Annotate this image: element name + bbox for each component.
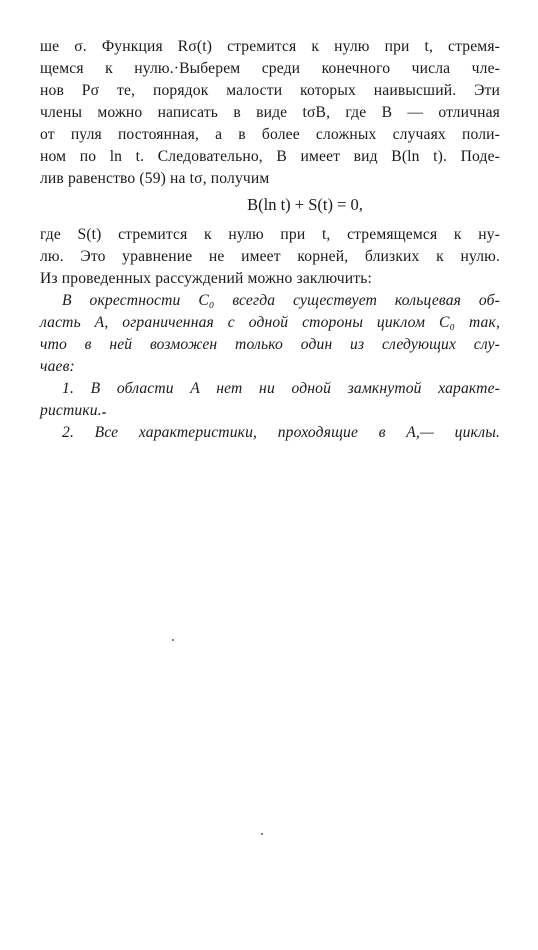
paragraph-1 <box>40 36 500 190</box>
scan-speck <box>102 412 106 414</box>
case-item-1-continuation: ристики. <box>40 402 102 419</box>
paragraph-2 <box>40 224 500 290</box>
case-list <box>40 378 500 444</box>
text-line: чаев: <box>40 358 75 375</box>
theorem-statement <box>40 290 500 378</box>
scan-speck <box>172 639 174 641</box>
text-line: ласть A, ограниченная с одной стороны циклом C₀ так, <box>40 314 500 331</box>
page-text <box>40 36 500 444</box>
text-line: члены можно написать в виде tσB, где B — отличная <box>40 104 500 121</box>
text-line: нов Pσ те, порядок малости которых наивысший. Эти <box>40 82 500 99</box>
text-line: от пуля постоянная, а в более сложных случаях поли- <box>40 126 500 143</box>
display-equation: B(ln t) + S(t) = 0, <box>247 195 363 214</box>
text-line: где S(t) стремится к нулю при t, стремящемся к ну- <box>40 226 500 243</box>
text-line: щемся к нулю.·Выберем среди конечного числа чле- <box>40 60 500 77</box>
text-line: ше σ. Функция Rσ(t) стремится к нулю при t, стремя- <box>40 38 500 55</box>
case-item-2: 2. Все характеристики, проходящие в A,— циклы. <box>62 424 500 441</box>
text-line: В окрестности C₀ всегда существует кольцевая об- <box>62 292 500 309</box>
text-line: Из проведенных рассуждений можно заключить: <box>40 270 372 287</box>
text-line: лю. Это уравнение не имеет корней, близких к нулю. <box>40 248 500 265</box>
scan-speck <box>261 833 263 835</box>
text-line: лив равенство (59) на tσ, получим <box>40 170 270 187</box>
case-item-1: 1. В области A нет ни одной замкнутой характе- <box>62 380 500 397</box>
text-line: что в ней возможен только один из следующих слу- <box>40 336 500 353</box>
text-line: ном по ln t. Следовательно, B имеет вид B(ln t). Поде- <box>40 148 500 165</box>
